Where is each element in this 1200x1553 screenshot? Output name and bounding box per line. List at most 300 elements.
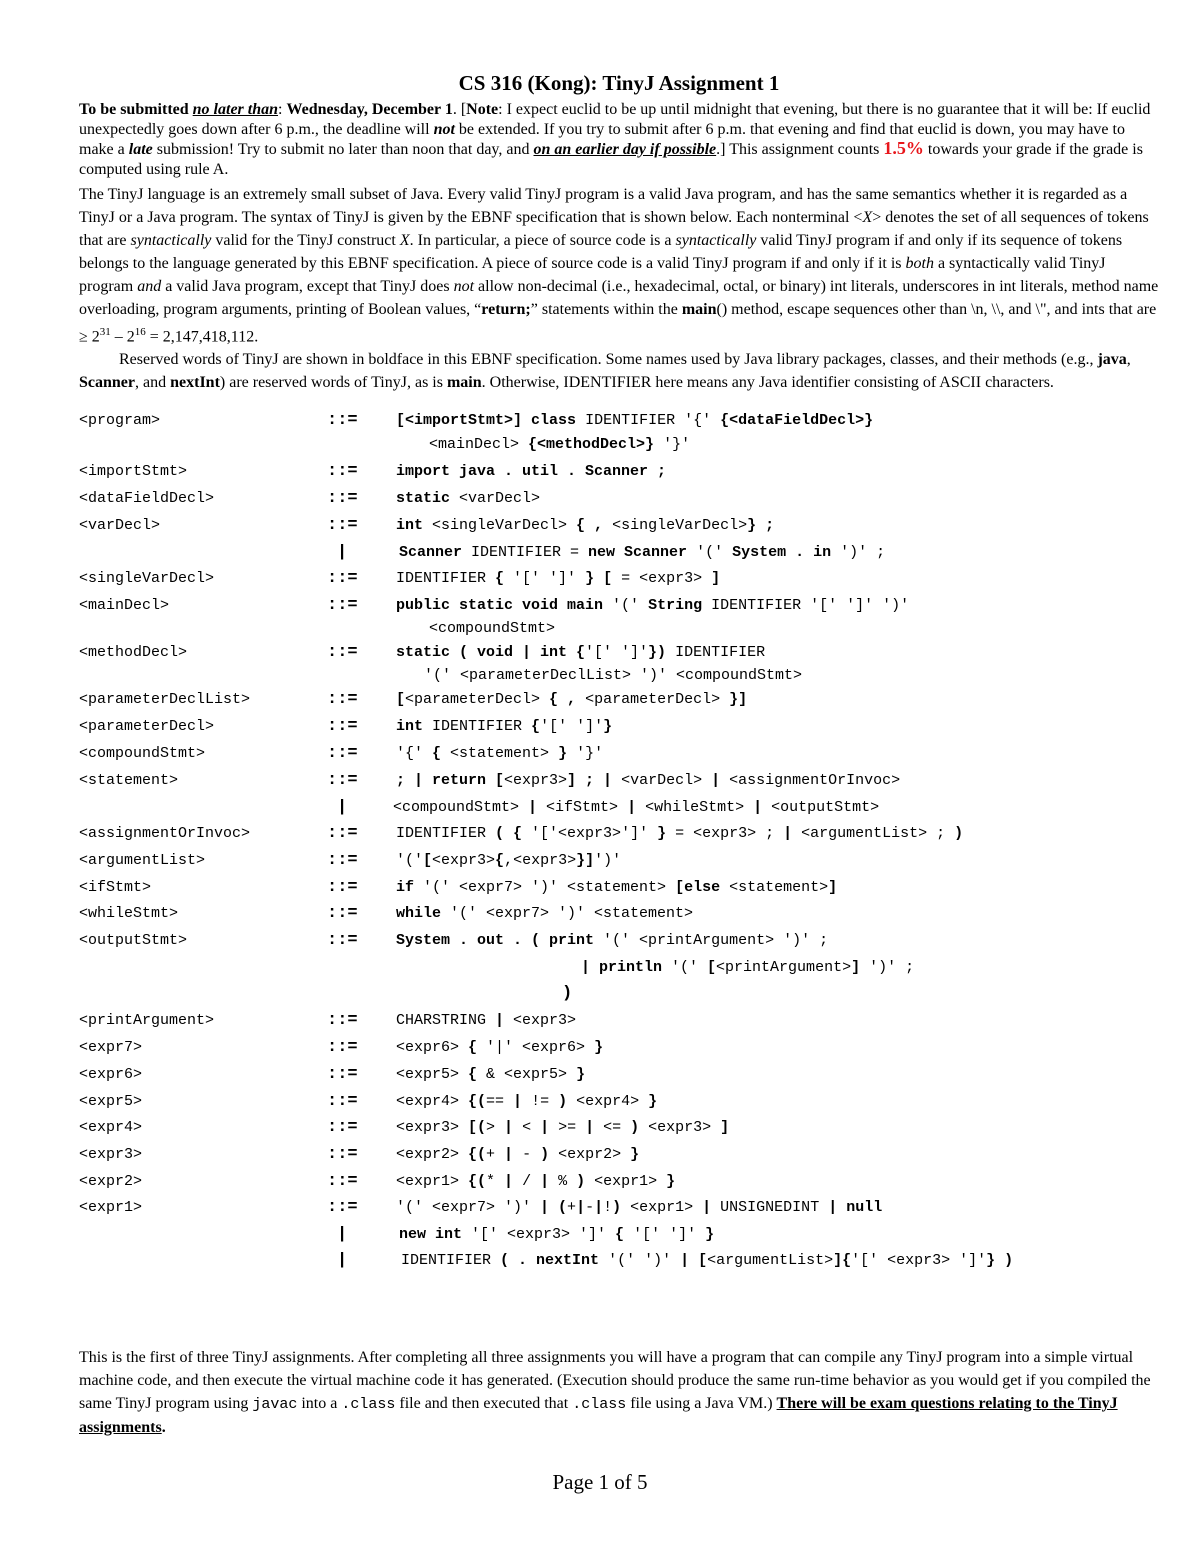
nonterminal: <expr2> xyxy=(79,1173,143,1191)
rule-whilestmt xyxy=(79,901,1159,927)
nonterminal: <expr1> xyxy=(79,1199,143,1217)
rule-methoddecl-cont xyxy=(79,663,1159,689)
rhs-part: <printArgument> xyxy=(716,959,852,977)
defines-symbol: ::= xyxy=(327,744,358,764)
rhs-part: | [ xyxy=(680,1252,708,1270)
rhs-part: '[' <expr3> ']' xyxy=(851,1252,987,1270)
rhs-part: <expr4> xyxy=(567,1093,649,1111)
rhs-part: } xyxy=(594,1039,604,1057)
due-date: Wednesday, December 1 xyxy=(286,101,453,118)
note-text: .] This assignment counts xyxy=(716,141,884,158)
rule-datafielddecl xyxy=(79,486,1159,512)
rhs-part: '}' xyxy=(567,745,604,763)
rhs-part: } ) xyxy=(986,1252,1014,1270)
rhs-part: '(' <expr7> ')' <statement> xyxy=(414,879,676,897)
rhs-part: ] xyxy=(720,1119,730,1137)
text: file using a Java VM.) xyxy=(626,1395,777,1412)
rhs-part: ! xyxy=(603,1199,613,1217)
rhs-part: >= xyxy=(549,1119,586,1137)
nonterminal: <expr3> xyxy=(79,1146,143,1164)
rule-maindecl-cont xyxy=(79,616,1159,642)
rhs-part: ) xyxy=(562,984,573,1004)
exam-notice: There will be exam questions relating to the TinyJ assignments xyxy=(79,1395,1118,1436)
rhs-part: | xyxy=(702,1199,712,1217)
rhs-part: + xyxy=(486,1146,505,1164)
rhs-part: ')' xyxy=(594,852,622,870)
rhs-part: { xyxy=(615,1226,625,1244)
rhs-part: = <expr3> xyxy=(612,570,712,588)
note-text: : I expect euclid to be up until midnight that evening, but there is no guarantee that it will be: If euclid unexpectedly goes down after 6 p.m., the deadline will xyxy=(79,101,1151,138)
rhs-part: int xyxy=(396,517,424,535)
text: . Otherwise, IDENTIFIER here means any Java identifier consisting of ASCII characters. xyxy=(481,374,1054,392)
rhs-part: <expr3> xyxy=(432,852,496,870)
nonterminal: <importStmt> xyxy=(79,463,188,481)
rhs-part: | xyxy=(528,799,547,817)
rhs-part: | xyxy=(513,1093,523,1111)
nonterminal: <expr4> xyxy=(79,1119,143,1137)
rule-rhs xyxy=(396,459,666,485)
rhs-part: static ( void | int { xyxy=(396,644,586,662)
rhs-part: | xyxy=(783,825,793,843)
rule-rhs xyxy=(396,1062,585,1088)
emph-syntactically: syntactically xyxy=(675,232,757,249)
rhs-part: } xyxy=(705,1226,715,1244)
rhs-part: } xyxy=(657,825,667,843)
rhs-part: { xyxy=(468,1066,478,1084)
rhs-part: ( . nextInt xyxy=(500,1252,600,1270)
defines-symbol: ::= xyxy=(327,690,358,710)
rhs-part: <varDecl> xyxy=(621,772,712,790)
alternative-bar: | xyxy=(337,543,348,563)
rhs-part: - xyxy=(585,1199,595,1217)
nonterminal: <outputStmt> xyxy=(79,932,188,950)
rhs-part: '(' ')' xyxy=(599,1252,681,1270)
rule-outputstmt-alt xyxy=(79,955,1159,981)
rhs-part: | xyxy=(753,799,772,817)
rhs-part: IDENTIFIER xyxy=(666,644,766,662)
text: a syntactically valid TinyJ program xyxy=(79,255,1106,295)
main-keyword: main xyxy=(681,301,717,318)
note-text: towards your grade if the grade is computed using rule A. xyxy=(79,141,1143,178)
page-number: Page 1 of 5 xyxy=(552,1470,648,1494)
rule-rhs xyxy=(396,848,621,874)
rhs-part: class xyxy=(531,412,577,430)
rhs-part: <parameterDecl> xyxy=(576,691,730,709)
rhs-part: '(' xyxy=(687,544,733,562)
rhs-part: < xyxy=(513,1119,541,1137)
defines-symbol: ::= xyxy=(327,1198,358,1218)
rhs-part: <expr1> xyxy=(621,1199,703,1217)
rhs-part: }) xyxy=(648,644,667,662)
text: , xyxy=(1126,351,1131,369)
construct-x: X xyxy=(399,232,410,249)
kw-scanner: Scanner xyxy=(79,374,135,392)
rhs-part: & <expr5> xyxy=(477,1066,577,1084)
submission-label: To be submitted xyxy=(79,101,193,118)
rule-rhs xyxy=(396,714,612,740)
rhs-part: <expr1> xyxy=(396,1173,469,1191)
rule-rhs xyxy=(396,1035,603,1061)
rule-rhs xyxy=(401,1248,1013,1274)
rule-rhs xyxy=(396,1008,576,1034)
submission-paragraph xyxy=(79,100,1159,179)
defines-symbol: ::= xyxy=(327,1118,358,1138)
rule-rhs xyxy=(396,741,603,767)
rule-rhs: <compoundStmt> xyxy=(429,620,556,638)
defines-symbol: ::= xyxy=(327,851,358,871)
defines-symbol: ::= xyxy=(327,411,358,431)
rhs-part: <expr5> xyxy=(396,1066,469,1084)
rhs-part: IDENTIFIER xyxy=(396,825,496,843)
rhs-part: | xyxy=(495,1012,505,1030)
submission-info xyxy=(79,100,1159,179)
rhs-part: '[' ']' xyxy=(624,1226,706,1244)
rule-rhs xyxy=(396,486,540,512)
rule-rhs xyxy=(396,1195,882,1221)
document-page xyxy=(79,70,1159,1298)
emph-not: not xyxy=(453,278,475,295)
rule-program xyxy=(79,408,1159,434)
reserved-words-paragraph xyxy=(79,348,1159,394)
rule-parameterdecl xyxy=(79,714,1159,740)
kw-main: main xyxy=(446,374,482,392)
rule-rhs xyxy=(581,955,914,981)
defines-symbol: ::= xyxy=(327,462,358,482)
rule-expr3 xyxy=(79,1142,1159,1168)
rhs-part: '['<expr3>']' xyxy=(522,825,658,843)
rhs-part: <expr3> xyxy=(504,772,568,790)
text: file and then executed that xyxy=(395,1395,573,1412)
rule-expr4 xyxy=(79,1115,1159,1141)
rule-rhs xyxy=(396,1089,657,1115)
defines-symbol: ::= xyxy=(327,717,358,737)
rhs-part: print xyxy=(540,932,595,950)
rule-rhs xyxy=(393,795,879,821)
text: . In particular, a piece of source code is a xyxy=(409,232,676,249)
rhs-part: [ xyxy=(423,852,433,870)
rhs-part: <expr3> xyxy=(639,1119,721,1137)
rhs-part: {<dataFieldDecl>} xyxy=(720,412,874,430)
rhs-part: CHARSTRING xyxy=(396,1012,496,1030)
rhs-part: ')' ; xyxy=(860,959,915,977)
rhs-part: IDENTIFIER = xyxy=(462,544,589,562)
rhs-part: Scanner xyxy=(399,544,463,562)
rhs-part: import java . util . Scanner ; xyxy=(396,463,667,481)
rule-rhs xyxy=(396,928,828,954)
rhs-part: } [ xyxy=(585,570,613,588)
rhs-part: = <expr3> ; xyxy=(666,825,784,843)
rule-parameterdecllist xyxy=(79,687,1159,713)
rhs-part: + xyxy=(567,1199,577,1217)
rhs-part: [( xyxy=(468,1119,487,1137)
defines-symbol: ::= xyxy=(327,643,358,663)
rhs-part: if xyxy=(396,879,415,897)
class-code: .class xyxy=(341,1396,396,1413)
rhs-part: ) xyxy=(954,825,964,843)
rule-assignmentorinvoc xyxy=(79,821,1159,847)
nonterminal: <whileStmt> xyxy=(79,905,179,923)
alternative-bar: | xyxy=(337,798,348,818)
rhs-part: != xyxy=(522,1093,559,1111)
note-text: be extended. If you try to submit after 6 p.m. that evening and find that euclid is down, you may have to make a xyxy=(79,120,1125,158)
text: ” statements within the xyxy=(530,301,682,318)
rhs-part: System . out . ( xyxy=(396,932,541,950)
rule-ifstmt xyxy=(79,875,1159,901)
text: The TinyJ language is an extremely small subset of Java. Every valid TinyJ program is a valid Java program, and has the same semantics whether it is regarded as a TinyJ or a Java program. The syntax of TinyJ is given by the EBNF specification that is shown below. Each nonterminal < xyxy=(79,186,1128,226)
rhs-part: <assignmentOrInvoc> xyxy=(729,772,901,790)
closing-section xyxy=(79,1346,1159,1439)
rhs-part: <outputStmt> xyxy=(771,799,880,817)
rhs-part: <compoundStmt> xyxy=(393,799,529,817)
rhs-part: } xyxy=(558,745,568,763)
rhs-part: ] xyxy=(851,959,861,977)
rhs-part: % xyxy=(549,1173,577,1191)
rhs-part: '(' xyxy=(396,852,424,870)
kw-nextint: nextInt xyxy=(170,374,220,392)
rule-rhs xyxy=(396,768,900,794)
rhs-part: <expr4> xyxy=(396,1093,469,1111)
rule-expr5 xyxy=(79,1089,1159,1115)
nonterminal: <dataFieldDecl> xyxy=(79,490,215,508)
rhs-part: } xyxy=(576,1066,586,1084)
rhs-part: ] xyxy=(828,879,838,897)
rhs-part: <expr2> xyxy=(549,1146,631,1164)
semantics-paragraph xyxy=(79,183,1159,348)
rhs-part: <expr3> xyxy=(396,1119,469,1137)
nonterminal: <printArgument> xyxy=(79,1012,215,1030)
rule-rhs xyxy=(396,1142,639,1168)
rule-printargument xyxy=(79,1008,1159,1034)
rule-rhs xyxy=(396,1115,729,1141)
rhs-part: <expr3> xyxy=(504,1012,577,1030)
rhs-part: {( xyxy=(468,1173,487,1191)
rhs-part: '[' ']' xyxy=(540,718,604,736)
ebnf-grammar xyxy=(79,408,1159,1298)
rhs-part: int xyxy=(396,718,424,736)
rhs-part: <parameterDecl> xyxy=(405,691,550,709)
text: > denotes the set of all sequences of tokens that are xyxy=(79,209,1149,249)
rhs-part: | xyxy=(576,1199,586,1217)
rhs-part: | xyxy=(585,1119,595,1137)
nonterminal: <singleVarDecl> xyxy=(79,570,215,588)
rhs-part: '(' <expr7> ')' <statement> xyxy=(441,905,694,923)
nonterminal: <compoundStmt> xyxy=(79,745,206,763)
rhs-part: * xyxy=(486,1173,505,1191)
rule-rhs xyxy=(396,513,774,539)
rule-singlevardecl xyxy=(79,566,1159,592)
rhs-part: '(' xyxy=(662,959,708,977)
rhs-part: } xyxy=(630,1146,640,1164)
rhs-part: ,<expr3> xyxy=(504,852,577,870)
rhs-part: { xyxy=(432,745,442,763)
rhs-part: {( xyxy=(468,1146,487,1164)
rhs-part: [<importStmt>] xyxy=(396,412,523,430)
nonterminal: <expr7> xyxy=(79,1039,143,1057)
rhs-part: } xyxy=(648,1093,658,1111)
rule-outputstmt-close xyxy=(79,981,1159,1007)
emph-both: both xyxy=(905,255,934,272)
page-title: CS 316 (Kong): TinyJ Assignment 1 xyxy=(458,71,780,95)
rhs-part: IDENTIFIER '[' ']' ')' xyxy=(702,597,910,615)
rhs-part: { xyxy=(531,718,541,736)
rule-argumentlist xyxy=(79,848,1159,874)
rhs-part: ) xyxy=(612,1199,622,1217)
rhs-part: {( xyxy=(468,1093,487,1111)
rhs-part: new Scanner xyxy=(588,544,688,562)
rhs-part: '[' ']' xyxy=(585,644,649,662)
rule-statement xyxy=(79,768,1159,794)
text: valid for the TinyJ construct xyxy=(211,232,400,249)
rhs-part: ) xyxy=(540,1146,550,1164)
rhs-part: IDENTIFIER xyxy=(423,718,532,736)
defines-symbol: ::= xyxy=(327,596,358,616)
text: This is the first of three TinyJ assignments. After completing all three assignments you will have a program that can compile any TinyJ program into a simple virtual machine code, and then execute the virtual machine code it has generated. (Execution should produce the same run-time behavior as you would get if you compiled the same TinyJ program using xyxy=(79,1349,1151,1412)
defines-symbol: ::= xyxy=(327,1038,358,1058)
rule-rhs xyxy=(399,540,885,566)
text: . xyxy=(161,1419,166,1436)
rhs-part: }] xyxy=(729,691,748,709)
rhs-part: System . in xyxy=(732,544,832,562)
nonterminal: <expr6> xyxy=(79,1066,143,1084)
rhs-part: ')' ; xyxy=(831,544,886,562)
rhs-part: | xyxy=(504,1173,514,1191)
rhs-part: <= xyxy=(594,1119,631,1137)
rhs-part: [ xyxy=(396,691,406,709)
rhs-part: <singleVarDecl> xyxy=(603,517,748,535)
construct-x: X xyxy=(862,209,873,226)
rhs-part: UNSIGNEDINT xyxy=(711,1199,829,1217)
rhs-part: ; | return [ xyxy=(396,772,505,790)
rule-expr7 xyxy=(79,1035,1159,1061)
rhs-part: [else xyxy=(675,879,721,897)
rule-statement-alt xyxy=(79,795,1159,821)
rhs-part: ] xyxy=(711,570,721,588)
rhs-part: static xyxy=(396,490,451,508)
defines-symbol: ::= xyxy=(327,878,358,898)
rule-outputstmt xyxy=(79,928,1159,954)
class-code: .class xyxy=(572,1396,627,1413)
alternative-bar: | xyxy=(337,1225,348,1245)
rhs-part: <argumentList> xyxy=(707,1252,834,1270)
rhs-part: > xyxy=(486,1119,505,1137)
nonterminal: <program> xyxy=(79,412,161,430)
text: valid TinyJ program if and only if its sequence of tokens belongs to the language generated by this EBNF specification. A piece of source code is a valid TinyJ program if and only if it is xyxy=(79,232,1123,272)
rhs-part: <expr6> xyxy=(396,1039,469,1057)
text: Reserved words of TinyJ are shown in boldface in this EBNF specification. Some names used by Java library packages, classes, and their methods (e.g., xyxy=(119,351,1098,369)
rhs-part: <argumentList> ; xyxy=(792,825,955,843)
closing-paragraph xyxy=(79,1346,1159,1439)
nonterminal: <methodDecl> xyxy=(79,644,188,662)
rule-program-cont xyxy=(79,432,1159,458)
rhs-part: <mainDecl> xyxy=(429,436,529,454)
emph-not: not xyxy=(433,120,455,138)
rhs-part: '{' xyxy=(396,745,433,763)
rule-importstmt xyxy=(79,459,1159,485)
exponent: 31 xyxy=(99,326,111,338)
emph-earlier-day: on an earlier day if possible xyxy=(533,141,717,158)
rule-expr1-alt1 xyxy=(79,1222,1159,1248)
rhs-part: ) xyxy=(576,1173,586,1191)
defines-symbol: ::= xyxy=(327,569,358,589)
rule-rhs xyxy=(396,901,693,927)
rhs-part: }] xyxy=(576,852,595,870)
rhs-part: IDENTIFIER '{' xyxy=(576,412,721,430)
rhs-part: public static void main xyxy=(396,597,604,615)
defines-symbol: ::= xyxy=(327,931,358,951)
rhs-part: ) xyxy=(630,1119,640,1137)
rhs-part: | xyxy=(711,772,730,790)
kw-java: java xyxy=(1097,351,1127,369)
rhs-part: <statement> xyxy=(720,879,829,897)
rhs-part: | xyxy=(594,1199,604,1217)
rhs-part: == xyxy=(486,1093,514,1111)
rhs-part: } xyxy=(603,718,613,736)
rule-rhs: '(' <parameterDeclList> ')' <compoundStmt> xyxy=(424,667,803,685)
text: a valid Java program, except that TinyJ does xyxy=(161,278,454,295)
text: into a xyxy=(297,1395,342,1412)
text: , and xyxy=(135,374,171,392)
defines-symbol: ::= xyxy=(327,1011,358,1031)
rhs-part: | xyxy=(627,799,646,817)
defines-symbol: ::= xyxy=(327,824,358,844)
rhs-part: | xyxy=(504,1119,514,1137)
rule-compoundstmt xyxy=(79,741,1159,767)
text: = 2,147,418,112. xyxy=(145,328,259,346)
rhs-part: { , xyxy=(576,517,604,535)
rhs-part: <varDecl> xyxy=(450,490,541,508)
nonterminal: <expr5> xyxy=(79,1093,143,1111)
rhs-part: IDENTIFIER xyxy=(401,1252,501,1270)
no-later-than: no later than xyxy=(192,101,279,118)
rule-expr6 xyxy=(79,1062,1159,1088)
rhs-part: ] ; | xyxy=(567,772,622,790)
rhs-part: <statement> xyxy=(441,745,559,763)
exponent: 16 xyxy=(134,326,146,338)
grade-percent: 1.5% xyxy=(883,138,924,158)
rhs-part: <expr1> xyxy=(585,1173,667,1191)
rhs-part: ( { xyxy=(495,825,523,843)
rhs-part: | null xyxy=(828,1199,883,1217)
rule-rhs xyxy=(396,687,747,713)
rhs-part: while xyxy=(396,905,442,923)
rhs-part: '[' ']' xyxy=(504,570,586,588)
nonterminal: <assignmentOrInvoc> xyxy=(79,825,251,843)
submission-colon: : xyxy=(278,101,287,118)
rule-rhs xyxy=(396,1169,675,1195)
defines-symbol: ::= xyxy=(327,489,358,509)
emph-syntactically: syntactically xyxy=(130,232,212,249)
rule-rhs xyxy=(399,1222,714,1248)
alternative-bar: | xyxy=(337,1251,348,1271)
rhs-part: IDENTIFIER xyxy=(396,570,496,588)
nonterminal: <parameterDeclList> xyxy=(79,691,251,709)
defines-symbol: ::= xyxy=(327,771,358,791)
rhs-part: new int xyxy=(399,1226,463,1244)
javac-code: javac xyxy=(252,1396,298,1413)
rhs-part: { xyxy=(495,570,505,588)
rule-expr2 xyxy=(79,1169,1159,1195)
rhs-part: <ifStmt> xyxy=(546,799,628,817)
emph-late: late xyxy=(128,141,153,158)
nonterminal: <parameterDecl> xyxy=(79,718,215,736)
return-keyword: return; xyxy=(481,301,531,318)
nonterminal: <argumentList> xyxy=(79,852,206,870)
defines-symbol: ::= xyxy=(327,516,358,536)
rule-rhs xyxy=(396,408,873,434)
text: ) are reserved words of TinyJ, as is xyxy=(219,374,447,392)
rhs-part: ]{ xyxy=(833,1252,852,1270)
submission-text: . [ xyxy=(452,101,467,118)
